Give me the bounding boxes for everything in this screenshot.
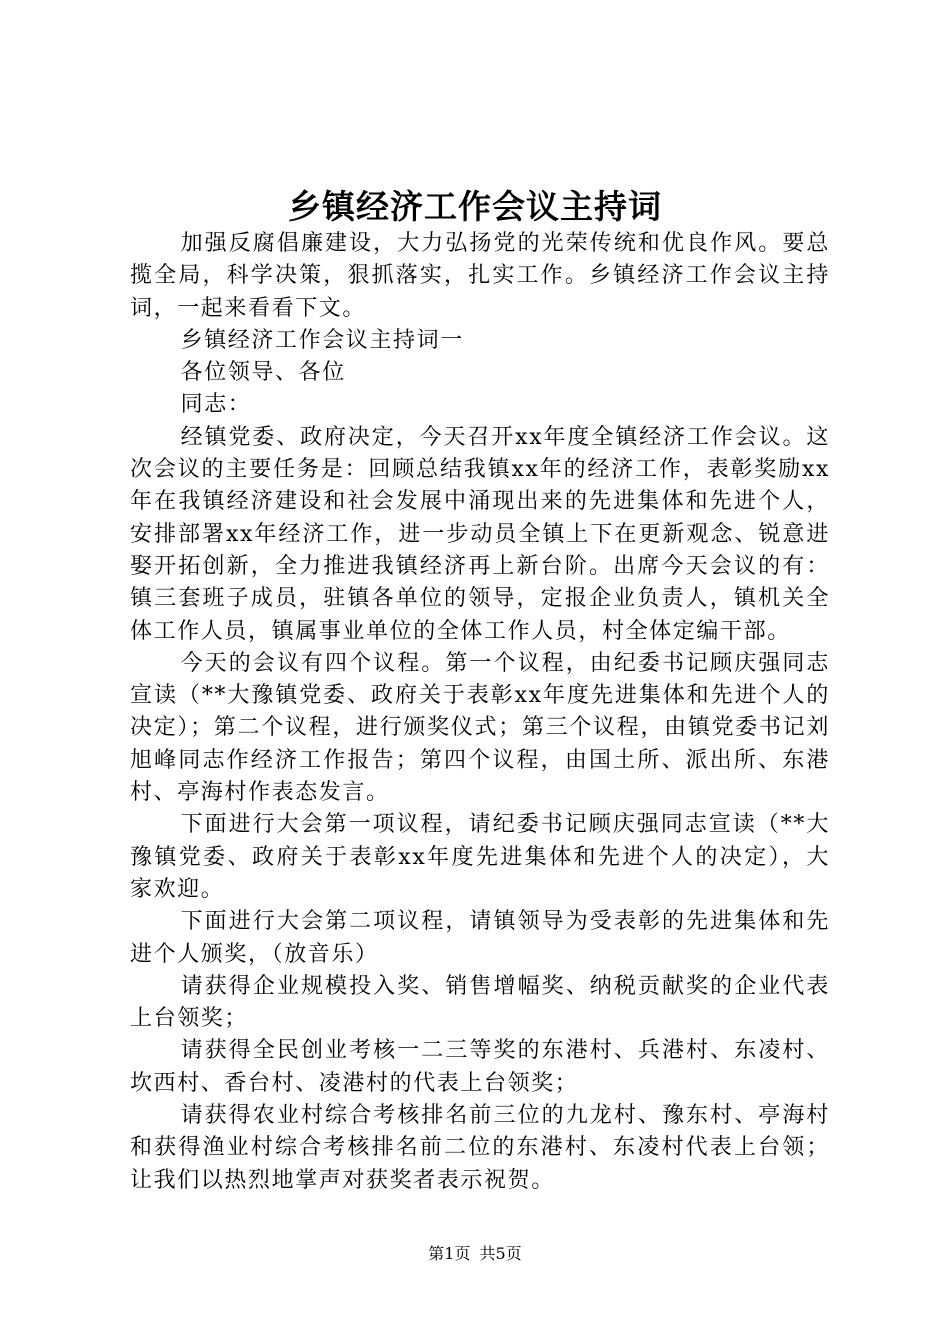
paragraph: 请获得农业村综合考核排名前三位的九龙村、豫东村、亭海村和获得渔业村综合考核排名前二位的东港村、东凌村代表上台领；让我们以热烈地掌声对获奖者表示祝贺。 [130, 1103, 830, 1193]
paragraph: 今天的会议有四个议程。第一个议程，由纪委书记顾庆强同志宣读（**大豫镇党委、政府关于表彰xx年度先进集体和先进个人的决定）；第二个议程，进行颁奖仪式；第三个议程，由镇党委书记刘旭峰同志作经济工作报告；第四个议程，由国土所、派出所、东港村、亭海村作表态发言。 [130, 650, 830, 806]
paragraph: 请获得全民创业考核一二三等奖的东港村、兵港村、东凌村、坎西村、香台村、凌港村的代表上台领奖； [130, 1038, 830, 1096]
paragraph: 同志： [180, 392, 252, 418]
paragraph: 请获得企业规模投入奖、销售增幅奖、纳税贡献奖的企业代表上台领奖； [130, 973, 830, 1032]
paragraph: 加强反腐倡廉建设，大力弘扬党的光荣传统和优良作风。要总揽全局，科学决策，狠抓落实，扎实工作。乡镇经济工作会议主持词，一起来看看下文。 [130, 231, 830, 321]
page-footer: 第1页 共5页 [428, 1244, 522, 1263]
paragraph: 乡镇经济工作会议主持词一 [180, 327, 464, 353]
paragraph: 下面进行大会第一项议程，请纪委书记顾庆强同志宣读（**大豫镇党委、政府关于表彰xx年度先进集体和先进个人的决定），大家欢迎。 [130, 812, 830, 902]
paragraph: 下面进行大会第二项议程，请镇领导为受表彰的先进集体和先进个人颁奖，（放音乐） [130, 909, 830, 967]
paragraph: 经镇党委、政府决定，今天召开xx年度全镇经济工作会议。这次会议的主要任务是：回顾总结我镇xx年的经济工作，表彰奖励xx年在我镇经济建设和社会发展中涌现出来的先进集体和先进个人，安排部署xx年经济工作，进一步动员全镇上下在更新观念、锐意进娶开拓创新，全力推进我镇经济再上新台阶。出席今天会议的有：镇三套班子成员，驻镇各单位的领导，定报企业负责人，镇机关全体工作人员，镇属事业单位的全体工作人员，村全体定编干部。 [130, 424, 830, 644]
document-body [130, 228, 830, 1197]
paragraph: 各位领导、各位 [180, 360, 346, 386]
document-title: 乡镇经济工作会议主持词 [288, 187, 662, 226]
